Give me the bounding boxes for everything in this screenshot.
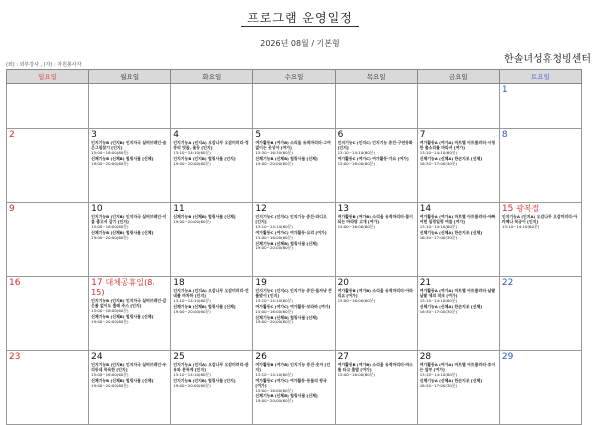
calendar-day-cell — [7, 203, 89, 277]
day-number — [91, 130, 168, 140]
day-number-text: 5 — [255, 130, 262, 140]
program-time: 19:00~20:00(60분) — [255, 245, 293, 251]
program-title: 인지기능A (인지A) 오감나무 오감미러리-아카페나 목공이 [인지] — [501, 214, 578, 224]
program-entry — [173, 379, 250, 389]
program-entry — [338, 157, 415, 167]
calendar-table — [6, 69, 582, 425]
day-number — [502, 130, 579, 140]
calendar-day-cell — [417, 351, 499, 425]
program-entry — [338, 289, 415, 304]
day-number — [9, 352, 86, 362]
program-entry — [91, 141, 168, 156]
day-number — [173, 204, 250, 214]
day-number — [91, 204, 168, 214]
day-number — [502, 352, 579, 362]
day-number — [9, 130, 86, 140]
day-number — [9, 278, 86, 288]
day-number-text: 28 — [419, 352, 432, 362]
calendar-body — [7, 84, 582, 425]
calendar-day-cell — [89, 351, 171, 425]
program-time: 15:00~16:00(60분) — [337, 297, 375, 303]
program-time: 13:10~14:10(60분) — [255, 297, 293, 303]
day-number — [255, 352, 332, 362]
calendar-day-cell — [89, 203, 171, 277]
day-number-text: 22 — [501, 278, 514, 288]
day-number-text: 25 — [173, 352, 185, 362]
day-number — [502, 278, 579, 288]
holiday-label: 대체공휴일(8. 15) — [91, 278, 155, 297]
calendar-day-cell — [171, 84, 253, 129]
program-entry — [420, 289, 497, 304]
program-entry — [420, 379, 497, 389]
program-time: 16:30~17:00(30분) — [419, 308, 458, 314]
program-time: 16:30~17:00(30분) — [419, 234, 458, 240]
program-title: 신체기능A (신체A) 한손지조 [신체] — [419, 303, 483, 309]
day-number-text: 27 — [337, 352, 350, 362]
day-number — [255, 130, 332, 140]
calendar-week-row — [7, 129, 582, 203]
program-title: 여가활동B (여가B) 소리올 유적마리터-봄이되는 마라탕 고개 [여가] — [337, 214, 413, 224]
program-time: 19:00~20:00(60분) — [91, 318, 129, 324]
day-number-text: 7 — [419, 130, 426, 140]
program-time: 19:00~20:00(60분) — [255, 319, 293, 325]
program-title: 인지기능B (인지B) 힐링사물 [인지] — [173, 377, 236, 383]
program-entry — [173, 141, 250, 156]
calendar-day-cell — [417, 203, 499, 277]
day-number-text: 3 — [91, 130, 97, 140]
program-entry — [420, 231, 497, 241]
program-title: 여가활동C (여가C) 여가활동-보라바 [여가] — [255, 303, 331, 309]
program-time: 15:00~16:00(60분) — [91, 223, 129, 229]
program-time: 19:00~20:00(60분) — [91, 160, 129, 166]
program-time: 15:00~16:00(60분) — [91, 371, 129, 377]
program-entry — [91, 315, 168, 325]
calendar-day-cell — [171, 277, 253, 351]
page-subtitle: 2026년 08월 / 기본형 — [260, 39, 340, 48]
program-entry — [420, 305, 497, 315]
program-entry — [255, 289, 332, 304]
program-entry — [173, 363, 250, 378]
calendar-day-cell — [335, 351, 417, 425]
program-title: 신체기능B (신체B) 힐링사물 [신체] — [91, 313, 154, 319]
calendar-day-cell — [499, 351, 581, 425]
program-title: 신체기능B (신체B) 힐링사물 [신체] — [173, 214, 236, 219]
program-entry — [173, 215, 250, 225]
program-entry — [255, 363, 332, 378]
title-underline — [241, 26, 359, 27]
day-number-text: 14 — [419, 204, 432, 214]
page-title: 프로그램 운영일정 — [247, 11, 353, 25]
program-entry — [255, 215, 332, 230]
program-title: 신체기능B (신체B) 힐링사물 [신체] — [255, 240, 318, 246]
calendar-day-cell — [499, 129, 581, 203]
calendar-day-cell — [7, 84, 89, 129]
day-number — [338, 204, 415, 214]
program-time: 19:00~20:00(60분) — [173, 382, 211, 388]
calendar-day-cell — [7, 351, 89, 425]
weekday-wednesday: 수요일 — [253, 70, 335, 84]
calendar-day-cell — [253, 351, 335, 425]
program-title: 여가활동A (여가A) 마트별 아트플러터-날팔날팔 색의 작조 [여가] — [419, 288, 496, 298]
program-title: 여가활동B (여가B) 소리올 유적마리터-바스를 타고 출발 [여가] — [337, 362, 413, 372]
program-title: 신체기능A (신체A) 한손지조 [신체] — [419, 229, 483, 235]
program-title: 신체기능B (신체B) 힐링사물 [신체] — [91, 377, 154, 383]
program-time: 15:00~16:00(60분) — [337, 160, 375, 166]
day-number — [420, 204, 497, 214]
weekday-header-row — [7, 70, 582, 84]
calendar-day-cell — [253, 129, 335, 203]
program-entry — [420, 215, 497, 230]
day-number — [255, 204, 332, 214]
calendar-day-cell — [89, 129, 171, 203]
program-entry — [338, 363, 415, 378]
day-number-text: 12 — [255, 204, 267, 214]
day-number — [91, 352, 168, 362]
program-title: 인지기능A (인지A) 오감나무 오감미러리-정중의 빗줄, 꽃등 [인지] — [173, 140, 249, 150]
program-time: 13:10~14:10(60분) — [255, 223, 293, 229]
program-title: 여가활동C (여가C) 여가활동-요리 [여가] — [255, 229, 327, 235]
day-number-text: 21 — [419, 278, 432, 288]
day-number — [420, 352, 497, 362]
program-title: 인지기능B (인지B) 인지자극 실버브레인-같은를 없이도 출래 주스 [인지] — [91, 298, 167, 308]
weekday-tuesday: 화요일 — [171, 70, 253, 84]
program-entry — [420, 363, 497, 378]
program-entry — [91, 157, 168, 167]
day-number-text: 9 — [9, 204, 15, 214]
program-time: 13:10~14:10(60분) — [419, 149, 458, 155]
program-time: 13:10~14:10(60분) — [337, 149, 375, 155]
program-title: 인지기능B (인지B) 인지자극 실버브레인-이름 좋고서 같기 [인지] — [91, 214, 167, 224]
program-time: 13:10~14:10(60분) — [255, 371, 293, 377]
program-title: 여가활동C (여가C) 여가활동-가요 [여가] — [337, 155, 409, 161]
day-number — [173, 278, 250, 288]
day-number-text: 26 — [255, 352, 267, 362]
calendar-day-cell — [417, 277, 499, 351]
program-title: 여가활동B (여가B) 소리올 유적마리터-아라리요 [여가] — [337, 288, 413, 298]
program-title: 인지기능C (인지C) 인지기능 증진-구연동화 [인지] — [337, 140, 413, 150]
day-number-text: 10 — [91, 204, 103, 214]
program-time: 15:00~16:00(60분) — [255, 387, 293, 393]
program-title: 여가활동A (여가A) 마트별 아트플러터-시청한 풀소리를 마라서 [여가] — [419, 140, 496, 150]
program-entry — [255, 141, 332, 156]
program-entry — [91, 231, 168, 241]
weekday-friday: 금요일 — [417, 70, 499, 84]
center-name: 한솔녀성휴청빙센터 — [504, 54, 591, 65]
day-number-text: 29 — [501, 352, 514, 362]
program-title: 신체기능B (신체B) 힐링사물 [신체] — [173, 303, 236, 309]
program-entry — [255, 394, 332, 404]
program-title: 신체기능B (신체B) 힐링사물 [신체] — [255, 393, 318, 399]
program-entry — [255, 305, 332, 315]
day-number — [91, 278, 168, 298]
day-number-text: 6 — [337, 130, 344, 140]
program-time: 19:00~20:00(60분) — [173, 308, 211, 314]
program-time: 15:00~16:00(60분) — [255, 308, 293, 314]
day-number — [338, 278, 415, 288]
program-title: 신체기능B (신체B) 힐링사물 [신체] — [91, 229, 154, 235]
calendar-day-cell — [171, 203, 253, 277]
weekday-monday: 월요일 — [89, 70, 171, 84]
program-title: 인지기능A (인지A) 오감나무 오감미러리-관유와 문목게 [인지] — [173, 362, 249, 372]
weekday-sunday: 일요일 — [7, 70, 89, 84]
program-title: 인지기능C (인지C) 인지기능 증진-들자냥 큰를맞이 [인지] — [255, 288, 332, 298]
calendar-week-row — [7, 84, 582, 129]
program-time: 19:00~20:00(60분) — [255, 160, 293, 166]
calendar-day-cell — [335, 203, 417, 277]
program-entry — [91, 363, 168, 378]
program-time: 15:00~16:00(60분) — [337, 223, 375, 229]
program-time: 13:10~14:10(60분) — [419, 297, 458, 303]
program-title: 인지기능B (인지B) 힐링사물 [인지] — [173, 155, 236, 161]
day-number — [502, 204, 579, 214]
program-title: 인지기능B (인지B) 인지자극 실버브레인-숨은그림찾기 [인지] — [91, 140, 167, 150]
calendar-day-cell — [7, 129, 89, 203]
calendar-day-cell — [417, 84, 499, 129]
calendar-day-cell — [335, 84, 417, 129]
program-time: 15:00~16:00(60분) — [91, 307, 129, 313]
program-time: 13:10~14:10(60분) — [173, 371, 211, 377]
calendar-day-cell — [499, 84, 581, 129]
weekday-thursday: 목요일 — [335, 70, 417, 84]
day-number-text: 18 — [173, 278, 185, 288]
calendar-day-cell — [335, 129, 417, 203]
program-time: 19:00~20:00(60분) — [173, 218, 211, 224]
calendar-week-row — [7, 277, 582, 351]
day-number — [502, 85, 579, 95]
program-time: 15:30~16:30(60분) — [255, 149, 293, 155]
program-entry — [91, 215, 168, 230]
program-entry — [420, 141, 497, 156]
program-title: 여가활동B (여가B) 소리올 유적마리터-그여없이는 옷상아 [여가] — [255, 140, 331, 150]
program-title: 신체기능B (신체B) 힐링사물 [신체] — [255, 314, 318, 320]
day-number-text: 17 — [91, 278, 103, 288]
program-title: 여가활동A (여가A) 마트별 아트플러터-호이는 앞부 [여가] — [419, 362, 496, 372]
day-number-text: 4 — [173, 130, 180, 140]
program-time: 15:00~16:00(60분) — [91, 149, 129, 155]
program-entry — [173, 157, 250, 167]
program-time: 15:00~16:00(60분) — [255, 234, 293, 240]
day-number-text: 2 — [9, 130, 15, 140]
program-time: 19:00~20:00(60분) — [91, 234, 129, 240]
program-entry — [338, 215, 415, 230]
day-number-text: 8 — [501, 130, 508, 140]
day-number-text: 16 — [9, 278, 21, 288]
program-entry — [255, 316, 332, 326]
calendar-day-cell — [499, 203, 581, 277]
program-entry — [173, 289, 250, 304]
program-title: 여가활동C (여가C) 여가활동-동물의 왕국 [여가] — [255, 377, 327, 388]
program-entry — [255, 231, 332, 241]
program-title: 신체기능B (신체B) 힐링사물 [신체] — [91, 155, 154, 161]
program-title: 여가활동A (여가A) 마트별 아트플러터-아빠 어떤 일렁일렁 여름 [여가] — [419, 214, 496, 224]
day-number — [173, 352, 250, 362]
calendar-day-cell — [89, 84, 171, 129]
calendar-day-cell — [253, 277, 335, 351]
program-title: 인지기능A (인지A) 오감나무 오감미러리-건네를 마차하 [인지] — [173, 288, 249, 298]
program-time: 19:00~20:00(60분) — [91, 382, 129, 388]
program-time: 13:10~14:10(60분) — [173, 297, 211, 303]
program-title: 신체기능A (신체A) 한손지조 [신체] — [419, 155, 483, 161]
day-number-text: 23 — [9, 352, 21, 362]
calendar-day-cell — [417, 129, 499, 203]
program-time: 13:10~14:10(60분) — [501, 223, 540, 229]
day-number — [255, 278, 332, 288]
program-time: 19:00~20:00(60분) — [255, 398, 293, 404]
program-entry — [255, 242, 332, 252]
day-number-text: 13 — [337, 204, 350, 214]
program-time: 13:10~14:10(60분) — [419, 371, 458, 377]
program-entry — [91, 379, 168, 389]
calendar-day-cell — [89, 277, 171, 351]
day-number-text: 20 — [337, 278, 350, 288]
calendar-day-cell — [7, 277, 89, 351]
program-entry — [338, 141, 415, 156]
program-entry — [255, 379, 332, 394]
holiday-label: 광복절 — [516, 204, 540, 213]
program-time: 16:30~17:00(30분) — [419, 160, 458, 166]
program-entry — [502, 215, 579, 230]
program-time: 13:10~14:10(60분) — [173, 149, 211, 155]
program-title: 여가활동B (여가B) 인지기능 증진-숫자 [인지] — [255, 362, 331, 372]
program-entry — [91, 299, 168, 314]
program-title: 인지기능C (인지C) 인지기능 증진-라디오 [인지] — [255, 214, 327, 224]
day-number — [9, 204, 86, 214]
program-title: 신체기능A (신체A) 한손지조 [신체] — [419, 377, 483, 383]
day-number — [338, 352, 415, 362]
day-number — [338, 130, 415, 140]
program-time: 16:30~17:00(30분) — [419, 382, 458, 388]
program-title: 신체기능B (신체B) 힐링사물 [신체] — [255, 155, 318, 161]
calendar-day-cell — [171, 351, 253, 425]
program-title: 인지기능B (인지B) 인지자극 실버브레인-우리동네 목욕한 [인지] — [91, 362, 167, 372]
calendar-day-cell — [253, 84, 335, 129]
program-time: 15:00~16:00(60분) — [337, 371, 375, 377]
day-number-text: 19 — [255, 278, 267, 288]
program-time: 19:00~20:00(60분) — [173, 160, 211, 166]
legend-note: (외) : 외부강사 , (자) : 자원봉사자 — [6, 62, 82, 68]
calendar-day-cell — [171, 129, 253, 203]
program-entry — [255, 157, 332, 167]
calendar-day-cell — [335, 277, 417, 351]
day-number-text: 1 — [501, 85, 508, 95]
calendar-day-cell — [253, 203, 335, 277]
calendar-day-cell — [499, 277, 581, 351]
day-number — [420, 130, 497, 140]
day-number-text: 24 — [91, 352, 103, 362]
day-number — [420, 278, 497, 288]
weekday-saturday: 토요일 — [499, 70, 581, 84]
program-entry — [420, 157, 497, 167]
day-number-text: 11 — [173, 204, 185, 214]
program-time: 13:10~14:10(60분) — [419, 223, 458, 229]
day-number-text: 15 — [501, 204, 514, 214]
day-number — [173, 130, 250, 140]
calendar-week-row — [7, 203, 582, 277]
program-entry — [173, 305, 250, 315]
calendar-week-row — [7, 351, 582, 425]
